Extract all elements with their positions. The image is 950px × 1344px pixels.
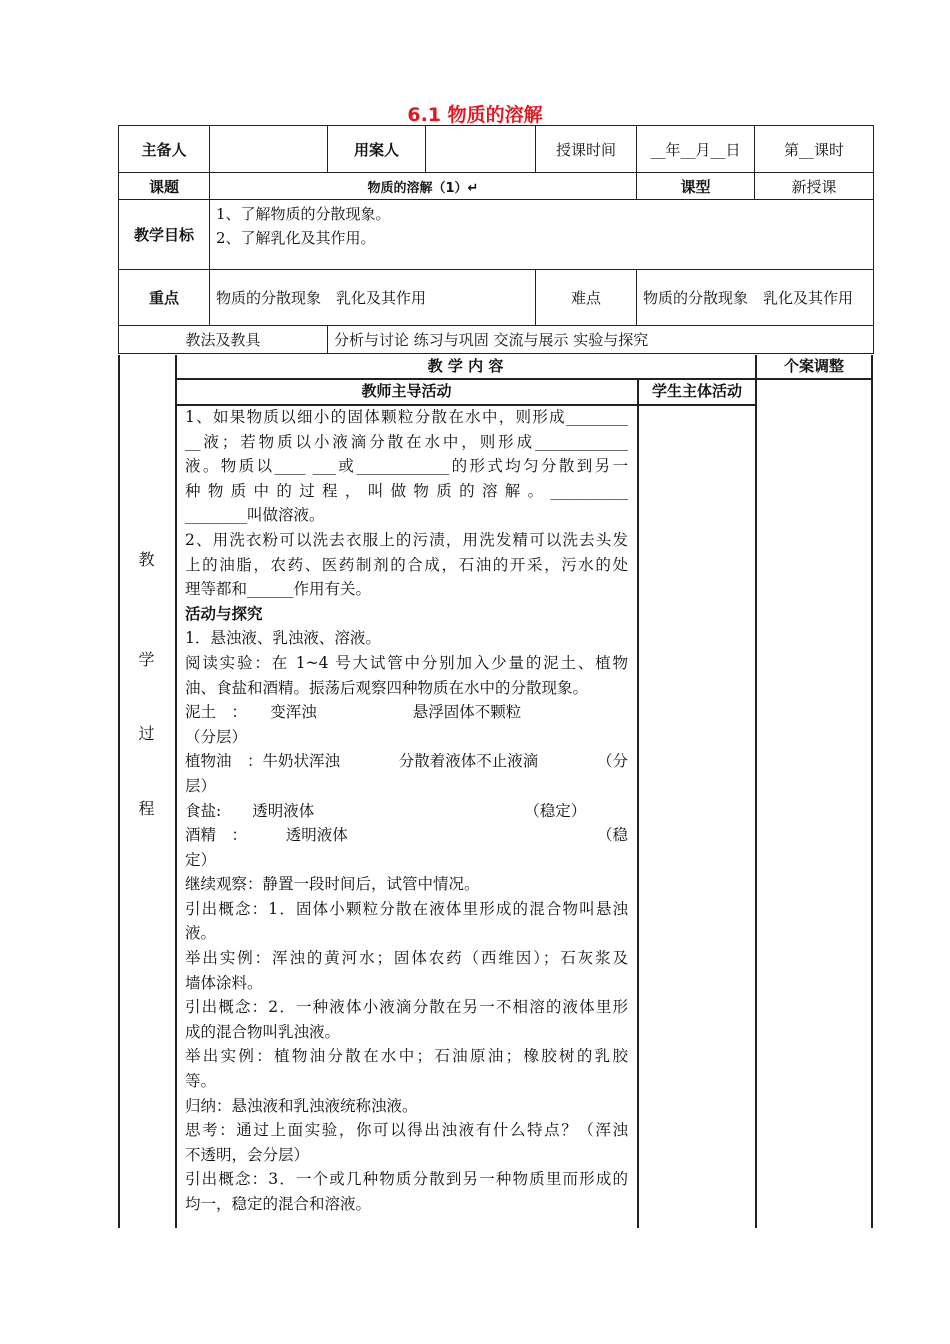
teacher-header: 教师主导活动 (361, 382, 452, 400)
content-header: 教 学 内 容 (427, 357, 504, 375)
topic-label: 课题 (119, 173, 210, 200)
alcohol-observation: 酒精 ： 透明液体 (185, 826, 348, 845)
user-label: 用案人 (328, 126, 426, 173)
divider-student (637, 378, 639, 1228)
lesson-header-table (118, 125, 874, 354)
process-label-char: 教 (138, 550, 155, 569)
text-line: __液；若物质以小液滴分散在水中，则形成____________ (185, 432, 628, 451)
text-line: 理等都和______作用有关。 (185, 580, 372, 599)
divider-label (175, 355, 177, 1228)
type-value: 新授课 (755, 173, 874, 200)
text-line (185, 749, 628, 774)
text-line: 阅读实验：在 1~4 号大试管中分别加入少量的泥土、植物 (185, 653, 628, 672)
student-header: 学生主体活动 (651, 382, 742, 400)
type-label: 课型 (637, 173, 755, 200)
text-line: 1．悬浊液、乳浊液、溶液。 (185, 629, 381, 648)
soil-observation: 泥土 ： 变浑浊 (185, 703, 317, 722)
text-line: 等。 (185, 1072, 217, 1091)
text-line: 上的油脂，农药、医药制剂的合成，石油的开采，污水的处 (185, 555, 628, 574)
user-value (426, 126, 536, 173)
text-line: 举出实例：浑浊的黄河水；固体农药（西维因）；石灰浆及 (185, 949, 628, 968)
oil-note-end: （分 (596, 752, 628, 771)
page-title: 6.1 物质的溶解 (407, 104, 543, 126)
text-line: 举出实例：植物油分散在水中；石油原油；橡胶树的乳胶 (185, 1047, 628, 1066)
key-label: 重点 (119, 270, 210, 326)
date-field: __年__月__日 (637, 126, 755, 173)
border-right (871, 355, 873, 1228)
text-line: 墙体涂料。 (185, 973, 263, 992)
difficulty-value: 物质的分散现象 乳化及其作用 (637, 270, 874, 326)
goals-cell (210, 200, 874, 270)
text-line: 引出概念：1．固体小颗粒分散在液体里形成的混合物叫悬浊 (185, 899, 628, 918)
preparer-value (210, 126, 328, 173)
activity-heading: 活动与探究 (185, 604, 263, 623)
key-value: 物质的分散现象 乳化及其作用 (210, 270, 536, 326)
preparer-label: 主备人 (119, 126, 210, 173)
teacher-activity-content (185, 405, 628, 1217)
oil-note: 分散着液体不止液滴 (398, 752, 539, 771)
text-line: 成的混合物叫乳浊液。 (185, 1022, 341, 1041)
text-line: 定） (185, 850, 217, 869)
soil-note: 悬浮固体不颗粒 (412, 703, 522, 722)
adjust-header: 个案调整 (783, 357, 844, 375)
text-line: 1、如果物质以细小的固体颗粒分散在水中，则形成________ (185, 408, 628, 426)
text-line: 归纳：悬浊液和乳浊液统称浊液。 (185, 1096, 418, 1115)
salt-observation: 食盐: 透明液体 (185, 801, 315, 820)
process-label-char: 学 (138, 650, 155, 669)
text-line: 引出概念：2．一种液体小液滴分散在另一不相溶的液体里形 (185, 998, 628, 1017)
text-line (185, 823, 628, 848)
text-line: 油、食盐和酒精。振荡后观察四种物质在水中的分散现象。 (185, 678, 589, 697)
goal-item: 2、了解乳化及其作用。 (216, 229, 376, 247)
methods-value: 分析与讨论 练习与巩固 交流与展示 实验与探究 (328, 326, 874, 354)
text-line (185, 700, 628, 725)
topic-value: 物质的溶解（1）↵ (210, 173, 637, 200)
divider-adjust (755, 355, 757, 1228)
difficulty-label: 难点 (536, 270, 637, 326)
text-line: 2、用洗衣粉可以洗去衣服上的污渍，用洗发精可以洗去头发 (185, 530, 628, 549)
process-label-char: 程 (138, 799, 155, 818)
salt-note: （稳定） (524, 801, 587, 820)
text-line: 种 物 质 中 的 过 程 ， 叫 做 物 质 的 溶 解 。 __________ (185, 481, 628, 500)
methods-label: 教法及教具 (119, 326, 328, 354)
teaching-process-section (118, 355, 873, 1228)
text-line (185, 799, 628, 824)
goal-item: 1、了解物质的分散现象。 (216, 205, 391, 223)
text-line: 液。物质以____ ___或____________的形式均匀分散到另一 (185, 457, 628, 476)
period-field: 第__课时 (755, 126, 874, 173)
time-label: 授课时间 (536, 126, 637, 173)
text-line: 均一，稳定的混合和溶液。 (185, 1195, 372, 1213)
text-line: 引出概念：3．一个或几种物质分散到另一种物质里而形成的 (185, 1170, 628, 1189)
goals-label: 教学目标 (119, 200, 210, 270)
oil-observation: 植物油 ：牛奶状浑浊 (185, 752, 341, 771)
border-left (118, 355, 120, 1228)
text-line: 继续观察：静置一段时间后，试管中情况。 (185, 875, 480, 894)
text-line: 不透明，会分层） (185, 1145, 310, 1164)
text-line: 液。 (185, 924, 217, 943)
text-line: 层） (185, 776, 217, 795)
text-line: （分层） (185, 727, 248, 746)
text-line: ________叫做溶液。 (185, 506, 325, 525)
text-line: 思考：通过上面实验，你可以得出浊液有什么特点？（浑浊 (185, 1121, 628, 1140)
alcohol-note: （稳 (596, 826, 628, 845)
process-label-char: 过 (138, 724, 155, 743)
